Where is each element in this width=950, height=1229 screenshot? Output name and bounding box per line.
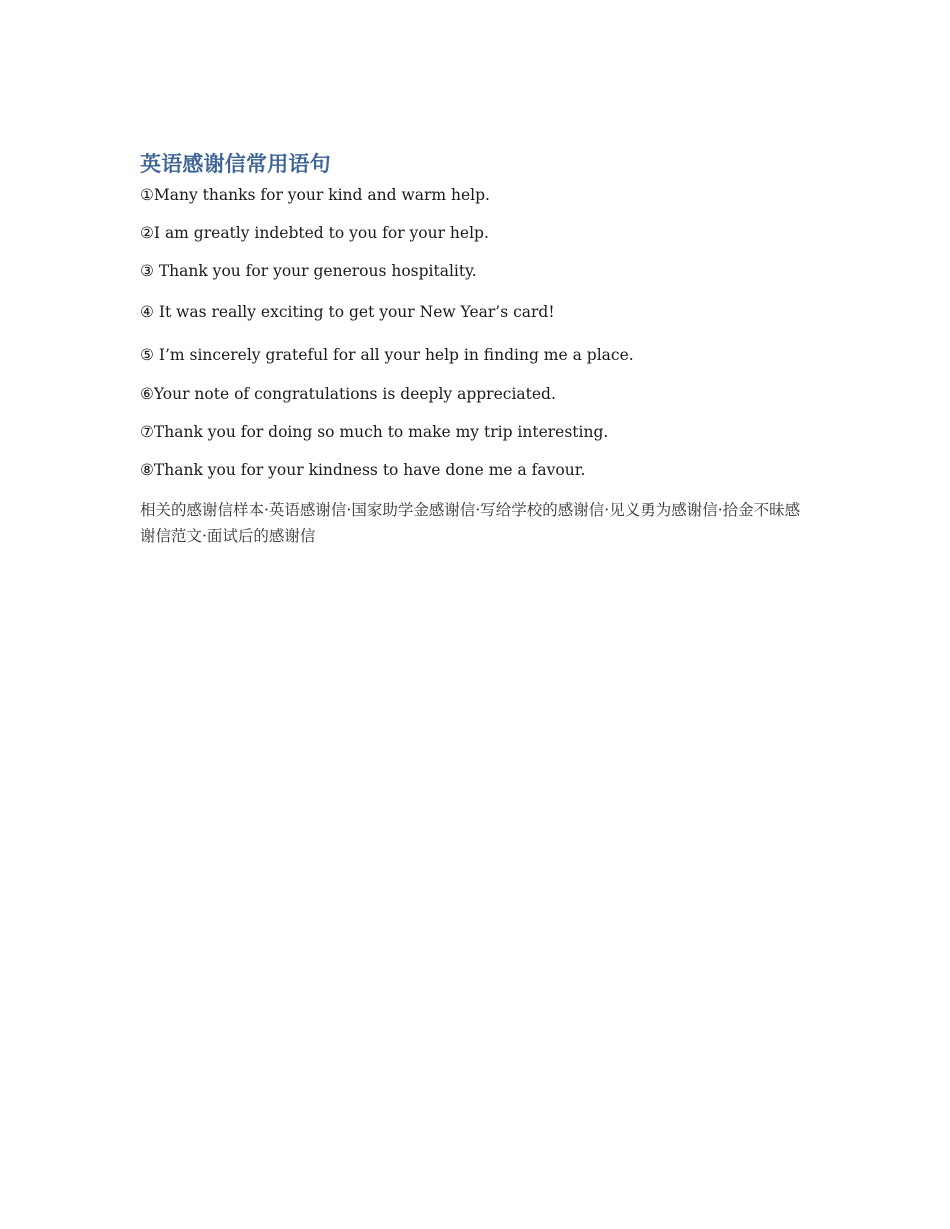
- document-content: [140, 148, 810, 549]
- document-heading: 英语感谢信常用语句: [140, 152, 331, 176]
- sentence-7: ⑦Thank you for doing so much to make my trip interesting.: [140, 423, 609, 441]
- sentence-5: ⑤ I’m sincerely grateful for all your help in finding me a place.: [140, 346, 634, 364]
- sentence-1: ①Many thanks for your kind and warm help.: [140, 186, 490, 204]
- sentence-2: ②I am greatly indebted to you for your help.: [140, 224, 489, 242]
- sentence-3: ③ Thank you for your generous hospitality.: [140, 262, 477, 280]
- sentence-8: ⑧Thank you for your kindness to have done me a favour.: [140, 461, 586, 479]
- sentence-6: ⑥Your note of congratulations is deeply appreciated.: [140, 385, 556, 403]
- related-letters-text: 相关的感谢信样本·英语感谢信·国家助学金感谢信·写给学校的感谢信·见义勇为感谢信·拾金不昧感谢信范文·面试后的感谢信: [140, 501, 801, 545]
- sentence-4: ④ It was really exciting to get your New Year’s card!: [140, 303, 555, 321]
